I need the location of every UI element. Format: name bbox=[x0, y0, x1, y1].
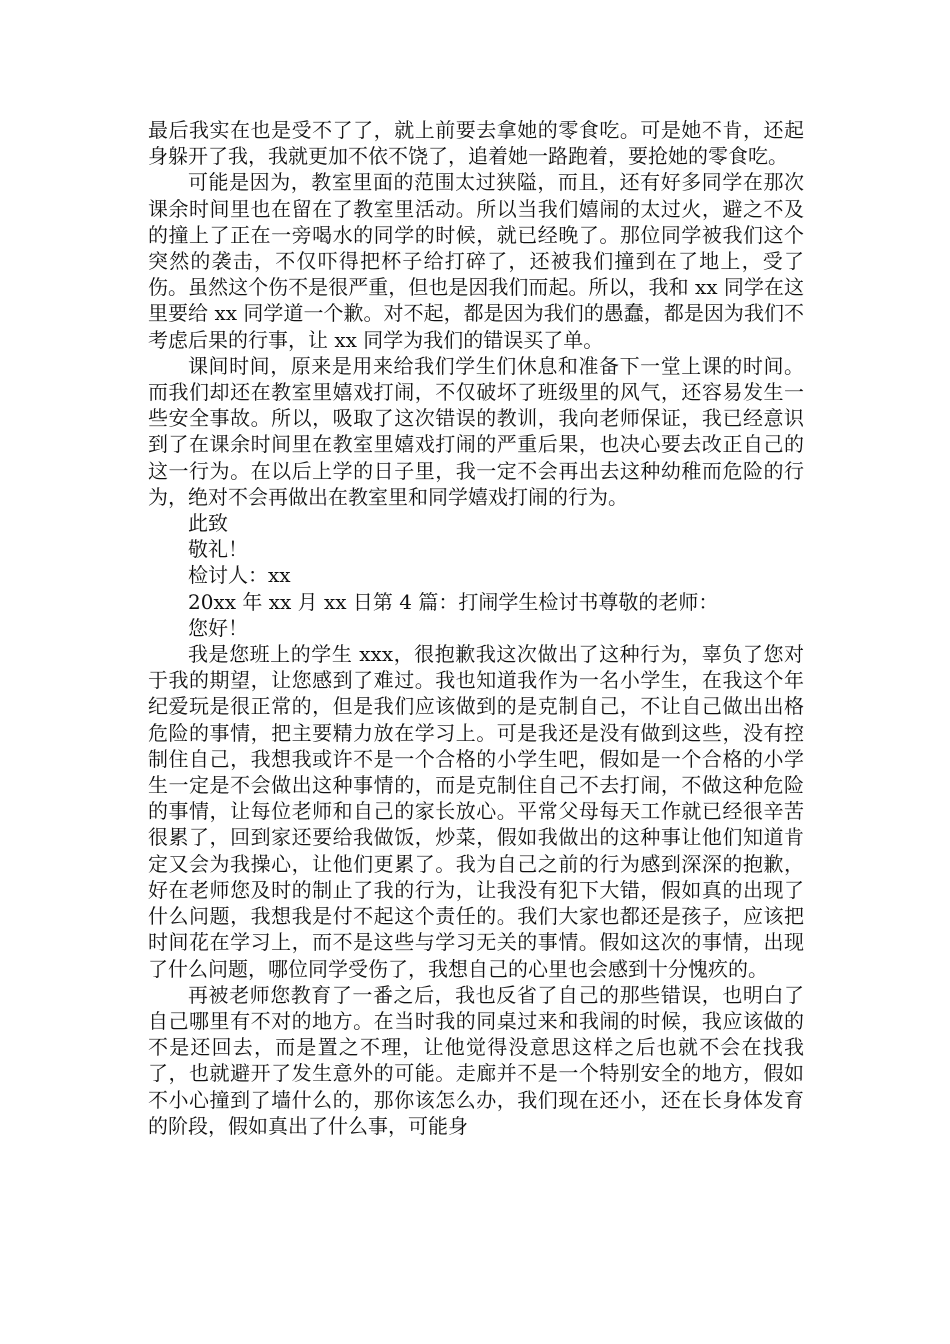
closing-salutation: 此致 bbox=[188, 511, 228, 536]
signature-line: 检讨人：xx bbox=[188, 563, 291, 588]
paragraph-4: 我是您班上的学生 xxx，很抱歉我这次做出了这种行为，辜负了您对于我的期望，让您感到了难过。我也知道我作为一名小学生，在我这个年纪爱玩是很正常的，但是我们应该做到的是克制自己，不让自己做出出格危险的事情，把主要精力放在学习上。可是我还是没有做到这些，没有控制住自己，我想我或许不是一个合格的小学生吧，假如是一个合格的小学生一定是不会做出这种事情的，而是克制住自己不去打闹，不做这种危险的事情，让每位老师和自己的家长放心。平常父母每天工作就已经很辛苦很累了，回到家还要给我做饭，炒菜，假如我做出的这种事让他们知道肯定又会为我操心，让他们更累了。我为自己之前的行为感到深深的抱歉，好在老师您及时的制止了我的行为，让我没有犯下大错，假如真的出现了什么问题，我想我是付不起这个责任的。我们大家也都还是孩子，应该把时间花在学习上，而不是这些与学习无关的事情。假如这次的事情，出现了什么问题，哪位同学受伤了，我想自己的心里也会感到十分愧疚的。 bbox=[148, 642, 804, 981]
closing-regards: 敬礼！ bbox=[188, 537, 248, 562]
paragraph-2: 可能是因为，教室里面的范围太过狭隘，而且，还有好多同学在那次课余时间里也在留在了教室里活动。所以当我们嬉闹的太过火，避之不及的撞上了正在一旁喝水的同学的时候，就已经晚了。那位同学被我们这个突然的袭击，不仅吓得把杯子给打碎了，还被我们撞到在了地上，受了伤。虽然这个伤不是很严重，但也是因我们而起。所以，我和 xx 同学在这里要给 xx 同学道一个歉。对不起，都是因为我们的愚蠢，都是因为我们不考虑后果的行事，让 xx 同学为我们的错误买了单。 bbox=[148, 170, 804, 352]
date-and-section-title: 20xx 年 xx 月 xx 日第 4 篇：打闹学生检讨书尊敬的老师： bbox=[188, 589, 719, 614]
paragraph-1: 最后我实在也是受不了了，就上前要去拿她的零食吃。可是她不肯，还起身躲开了我，我就更加不依不饶了，追着她一路跑着，要抢她的零食吃。 bbox=[148, 118, 804, 169]
paragraph-5: 再被老师您教育了一番之后，我也反省了自己的那些错误，也明白了自己哪里有不对的地方。在当时我的同桌过来和我闹的时候，我应该做的不是还回去，而是置之不理，让他觉得没意思这样之后也就不会在找我了，也就避开了发生意外的可能。走廊并不是一个特别安全的地方，假如不小心撞到了墙什么的，那你该怎么办，我们现在还小，还在长身体发育的阶段，假如真出了什么事，可能身 bbox=[148, 982, 804, 1138]
paragraph-3: 课间时间，原来是用来给我们学生们休息和准备下一堂上课的时间。而我们却还在教室里嬉戏打闹，不仅破坏了班级里的风气，还容易发生一些安全事故。所以，吸取了这次错误的教训，我向老师保证，我已经意识到了在课余时间里在教室里嬉戏打闹的严重后果，也决心要去改正自己的这一行为。在以后上学的日子里，我一定不会再出去这种幼稚而危险的行为，绝对不会再做出在教室里和同学嬉戏打闹的行为。 bbox=[148, 353, 804, 509]
document-body bbox=[148, 117, 804, 1139]
greeting: 您好！ bbox=[188, 615, 248, 640]
